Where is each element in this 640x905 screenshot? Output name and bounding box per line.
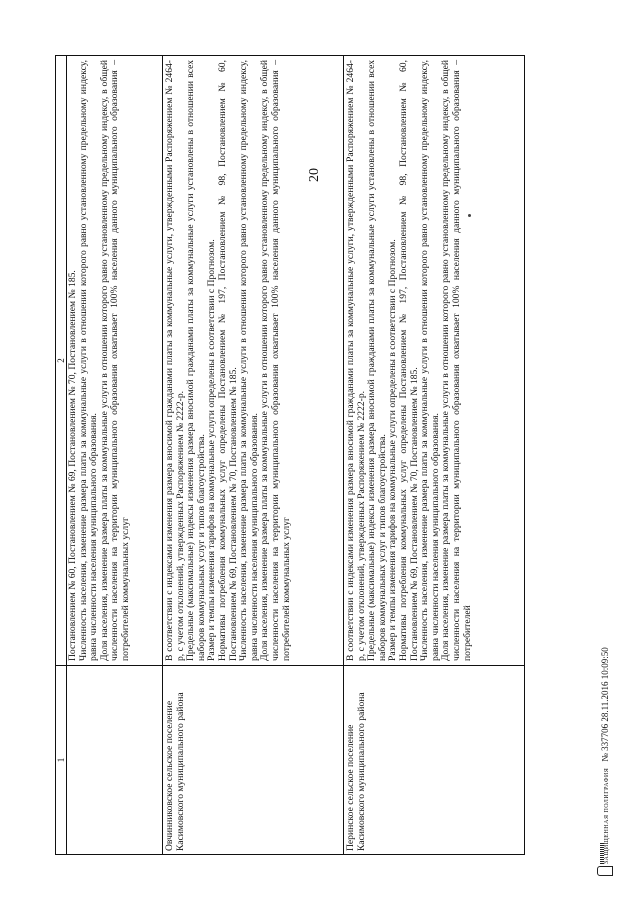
description-cell: [66, 55, 162, 665]
paragraph: Размер и темпы изменения тарифов на коммунальные услуги определены в соответствии с Прогнозом.: [387, 239, 399, 661]
paragraph: В соответствии с индексами изменения размера вносимой гражданами платы за коммунальные услуги, утвержденными Распоряжением № 2464-р, с учетом отклонений, утвержденных Распоряжением № 2222-р.: [345, 60, 367, 661]
municipality-cell: Овчинниковское сельское поселение Касимовского муниципального района: [163, 665, 343, 855]
header-col2: 2: [56, 55, 66, 665]
paragraph: Доля населения, изменение размера платы за коммунальные услуги в отношении которого равно установленному предельному индексу, в общей численности населения на территории муниципального образования охватывает 100% населения данного муниципального образования – потребителей коммунальных услуг: [259, 60, 292, 661]
paragraph: Численность населения, изменение размера платы за коммунальные услуги в отношении которого равно установленному предельному индексу, равна численности населения муниципального образования.: [77, 60, 100, 661]
seal-icon: [597, 866, 613, 876]
document-stamp: № 337706 28.11.2016 10:09:50: [600, 647, 610, 762]
page-number: 20: [307, 168, 322, 182]
paragraph: Доля населения, изменение размера платы за коммунальные услуги в отношении которого равно установленному предельному индексу, в общей численности населения на территории муниципального образования охватывает 100% населения данного муниципального образования – потребителей коммунальных услуг: [98, 60, 131, 661]
table-row: [163, 55, 344, 855]
paragraph: Предельные (максимальные) индексы изменения размера вносимой гражданами платы за коммунальные услуги установлены в отношении всех наборов коммунальных услуг и типов благоустройства.: [185, 60, 207, 661]
municipality-cell: Перинское сельское поселение Касимовского муниципального района: [344, 665, 524, 855]
security-footer: [590, 626, 620, 876]
paragraph: Размер и темпы изменения тарифов на коммунальные услуги определены в соответствии с Прогнозом.: [206, 239, 218, 661]
municipality-cell: [66, 665, 162, 855]
table-row: [344, 55, 525, 855]
header-col1: 1: [56, 665, 66, 855]
paragraph: Нормативы потребления коммунальных услуг определены Постановлением № 197, Постановлением № 98, Постановлением № 60, Постановлением № 69, Постановлением № 70, Постановлением № 185.: [397, 60, 420, 661]
services-table: [55, 55, 525, 855]
paragraph: Численность населения, изменение размера платы за коммунальные услуги в отношении которого равно установленному предельному индексу, равна численности населения муниципального образования.: [419, 60, 441, 661]
paragraph: Доля населения, изменение размера платы за коммунальные услуги в отношении которого равно установленному предельному индексу, в общей численности населения на территории муниципального образования охватывает 100% населения данного муниципального образования – потребителей: [440, 60, 473, 661]
description-cell: [344, 55, 524, 665]
paragraph: Предельные (максимальные) индексы изменения размера вносимой гражданами платы за коммунальные услуги установлены в отношении всех наборов коммунальных услуг и типов благоустройства.: [366, 60, 388, 661]
paragraph: Нормативы потребления коммунальных услуг определены Постановлением № 197, Постановлением № 98, Постановлением № 60, Постановлением № 69, Постановлением № 70, Постановлением № 185.: [216, 60, 239, 661]
logo-text: ЗАЩИЩЕННАЯ ПОЛИГРАФИЯ: [604, 767, 610, 864]
paragraph: Численность населения, изменение размера платы за коммунальные услуги в отношении которого равно установленному предельному индексу, равна численности населения муниципального образования.: [238, 60, 260, 661]
paragraph: В соответствии с индексами изменения размера вносимой гражданами платы за коммунальные услуги, утвержденными Распоряжением № 2464-р, с учетом отклонений, утвержденных Распоряжением № 2222-р.: [164, 60, 186, 661]
description-cell: [163, 55, 343, 665]
paragraph: Постановлением № 60, Постановлением № 69, Постановлением № 70, Постановлением № 185.: [67, 270, 78, 661]
rotated-table-frame: [55, 55, 525, 855]
table-row: [66, 55, 163, 855]
security-print-logo: [597, 768, 613, 876]
